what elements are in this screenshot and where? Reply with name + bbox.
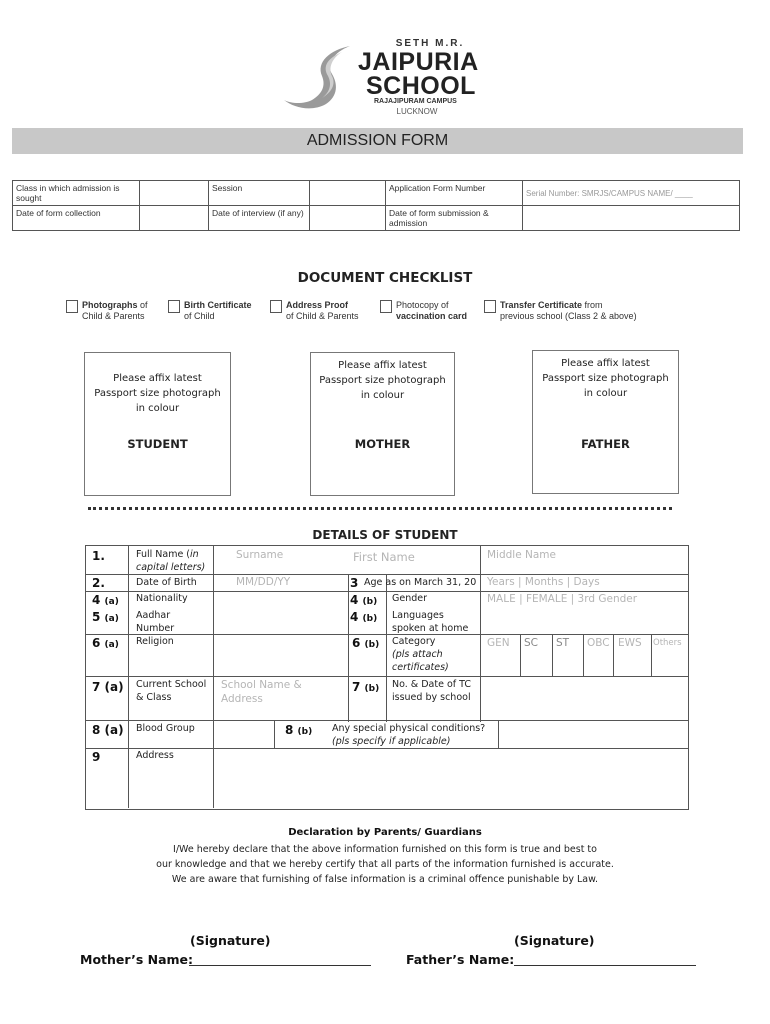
full-name-label: Full Name (in capital letters)	[136, 549, 206, 573]
blood-group-label: Blood Group	[136, 723, 195, 734]
surname-input[interactable]: Surname	[236, 549, 284, 561]
father-signature-label: (Signature)	[514, 933, 595, 948]
mother-name-label: Mother’s Name:	[80, 952, 194, 967]
check-vaccination[interactable]: Photocopy of vaccination card	[380, 300, 467, 322]
student-details-grid: 1. Full Name (in capital letters) Surname First Name Middle Name 2. Date of Birth MM/DD/YY 3 Age as on March 31, 20 Years | Months | Days 4 (a) Nationality 4 (b) Gender MALE | FEMALE | 3rd Gender 5 (a) Aadhar Number 4 (b) Languages spoken at home 6 (a) Religion 6 (b) Category (pls attach certificates) GEN SC ST OBC EWS Others 7 (a) Current School & Class School Name & Address 7 (b) No. & Date of TC issued by school 8 (a) Blood Group 8 (b) Any special physical conditions? (pls specify if applicable) 9 Address	[85, 545, 689, 810]
details-title: DETAILS OF STUDENT	[312, 528, 458, 542]
age-label: Age as on March 31, 20	[364, 577, 477, 588]
app-number-label: Application Form Number	[386, 181, 523, 206]
logo-swoosh-icon	[282, 42, 362, 114]
checklist-title: DOCUMENT CHECKLIST	[297, 270, 473, 286]
father-photo-box[interactable]: Please affix latest Passport size photograph in colour FATHER	[532, 350, 679, 494]
submission-label: Date of form submission & admission	[386, 206, 523, 231]
school-input[interactable]: School Name & Address	[221, 679, 302, 705]
mother-name-line[interactable]	[189, 965, 371, 966]
middle-name-input[interactable]: Middle Name	[487, 549, 556, 561]
form-title: ADMISSION FORM	[12, 128, 743, 154]
gender-label: Gender	[392, 593, 428, 604]
tc-label: No. & Date of TC issued by school	[392, 679, 472, 703]
age-input[interactable]: Years | Months | Days	[487, 576, 600, 588]
student-label: STUDENT	[127, 437, 188, 451]
checkbox[interactable]	[168, 300, 180, 313]
logo-prefix: SETH M.R.	[395, 38, 465, 49]
gender-input[interactable]: MALE | FEMALE | 3rd Gender	[487, 593, 638, 605]
checkbox[interactable]	[66, 300, 78, 313]
languages-label: Languages spoken at home	[392, 610, 469, 634]
current-school-label: Current School & Class	[136, 679, 207, 703]
class-field[interactable]	[140, 181, 209, 206]
first-name-input[interactable]: First Name	[353, 550, 415, 564]
student-photo-box[interactable]: Please affix latest Passport size photograph in colour STUDENT	[84, 352, 231, 496]
declaration-line2: our knowledge and that we hereby certify that all parts of the information furnished is accurate.	[156, 859, 614, 870]
interview-field[interactable]	[310, 206, 386, 231]
father-label: FATHER	[581, 437, 630, 451]
serial-number: Serial Number: SMRJS/CAMPUS NAME/ ____	[523, 181, 740, 206]
category-st[interactable]: ST	[556, 637, 570, 649]
category-obc[interactable]: OBC	[587, 637, 610, 649]
declaration-line1: I/We hereby declare that the above information furnished on this form is true and best to	[173, 844, 597, 855]
category-others[interactable]: Others	[653, 638, 682, 648]
check-photographs[interactable]: Photographs of Child & Parents	[66, 300, 148, 322]
category-label: Category (pls attach certificates)	[392, 636, 449, 673]
check-birth-certificate[interactable]: Birth Certificate of Child	[168, 300, 252, 322]
father-name-line[interactable]	[514, 965, 696, 966]
collection-label: Date of form collection	[13, 206, 140, 231]
class-label: Class in which admission is sought	[13, 181, 140, 206]
category-ews[interactable]: EWS	[618, 637, 642, 649]
check-transfer-certificate[interactable]: Transfer Certificate from previous school (Class 2 & above)	[484, 300, 637, 322]
interview-label: Date of interview (if any)	[209, 206, 310, 231]
logo-name-line1: JAIPURIA	[358, 48, 479, 76]
mother-label: MOTHER	[354, 437, 411, 451]
session-field[interactable]	[310, 181, 386, 206]
checkbox[interactable]	[270, 300, 282, 313]
checkbox[interactable]	[484, 300, 496, 313]
category-sc[interactable]: SC	[524, 637, 538, 649]
session-label: Session	[209, 181, 310, 206]
logo-campus: RAJAJIPURAM CAMPUS	[374, 98, 457, 105]
father-name-label: Father’s Name:	[406, 952, 515, 967]
declaration-title: Declaration by Parents/ Guardians	[288, 827, 482, 838]
submission-field[interactable]	[523, 206, 740, 231]
mother-signature-label: (Signature)	[190, 933, 271, 948]
physical-conditions-label: Any special physical conditions? (pls specify if applicable)	[332, 723, 486, 747]
religion-label: Religion	[136, 636, 174, 647]
logo-name-line2: SCHOOL	[366, 72, 476, 100]
dotted-divider	[88, 507, 672, 510]
aadhar-label: Aadhar Number	[136, 610, 175, 634]
declaration-line3: We are aware that furnishing of false information is a criminal offence punishable by Law.	[171, 874, 599, 885]
nationality-label: Nationality	[136, 593, 188, 604]
address-label: Address	[136, 750, 174, 761]
school-logo	[282, 38, 502, 120]
dob-label: Date of Birth	[136, 577, 197, 588]
mother-photo-box[interactable]: Please affix latest Passport size photograph in colour MOTHER	[310, 352, 455, 496]
admission-info-table	[12, 180, 740, 231]
logo-city: LUCKNOW	[396, 107, 438, 116]
collection-field[interactable]	[140, 206, 209, 231]
dob-input[interactable]: MM/DD/YY	[236, 576, 291, 588]
category-gen[interactable]: GEN	[487, 637, 510, 649]
check-address-proof[interactable]: Address Proof of Child & Parents	[270, 300, 359, 322]
checkbox[interactable]	[380, 300, 392, 313]
